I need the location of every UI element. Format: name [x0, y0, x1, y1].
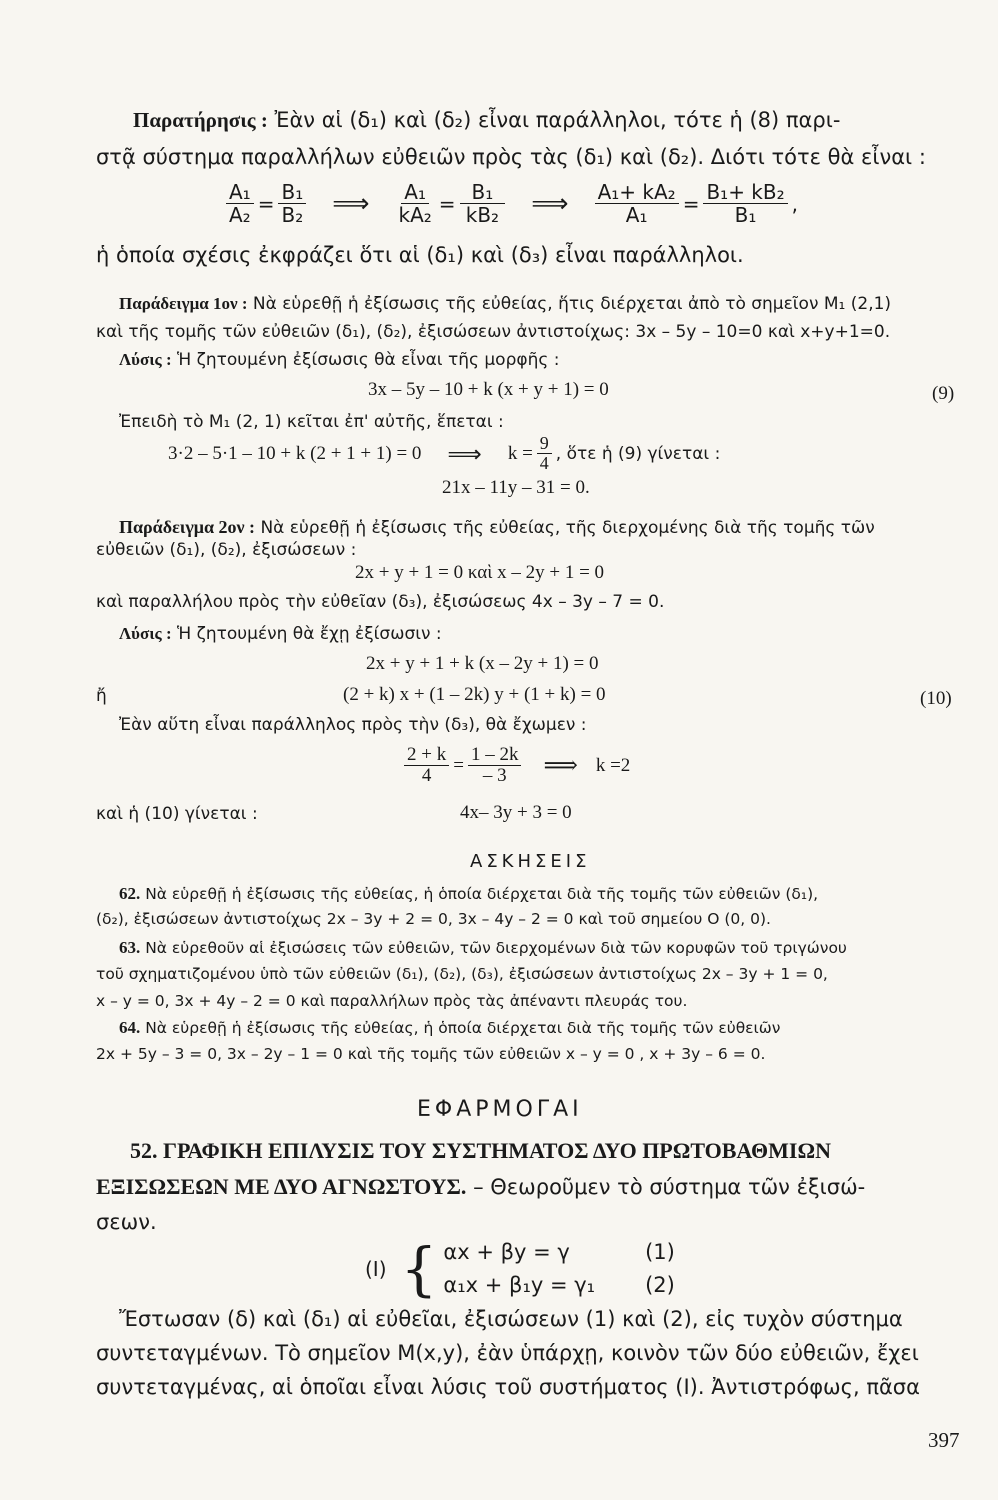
exercise-63-line-1: [119, 938, 847, 958]
solution-text: Ἡ ζητουμένη θὰ ἔχῃ ἐξίσωσιν :: [177, 624, 442, 644]
exercise-number: 63.: [119, 938, 141, 957]
exercise-text: Νὰ εὑρεθῇ ἡ ἐξίσωσις τῆς εὐθείας, ἡ ὁποία διέρχεται διὰ τῆς τομῆς τῶν εὐθειῶν: [145, 1019, 781, 1037]
formula-tail: ,: [791, 192, 798, 216]
paragraph-line-2: συντεταγμένων. Τὸ σημεῖον M(x,y), ἐὰν ὑπάρχῃ, κοινὸν τῶν δύο εὐθειῶν, ἔχει: [96, 1341, 919, 1365]
solution-label: Λύσις :: [119, 350, 172, 369]
example2-text-1: Νὰ εὑρεθῇ ἡ ἐξίσωσις τῆς εὐθείας, τῆς διερχομένης διὰ τῆς τομῆς τῶν: [260, 518, 875, 538]
equation-system: [365, 1236, 675, 1301]
exercise-64-line-1: [119, 1018, 780, 1038]
example2-equation-a: 2x + y + 1 + k (x – 2y + 1) = 0: [366, 653, 599, 674]
paragraph-line-3: συντεταγμένας, αἱ ὁποῖαι εἶναι λύσις τοῦ συστήματος (I). Ἀντιστρόφως, πᾶσα: [96, 1375, 920, 1399]
frac-numerator: A₁+ kA₂: [595, 182, 679, 204]
equals-sign: =: [453, 754, 464, 776]
example1-since: Ἐπειδὴ τὸ M₁ (2, 1) κεῖται ἐπ' αὐτῆς, ἕπεται :: [119, 412, 504, 432]
exercise-number: 64.: [119, 1018, 141, 1037]
or-word: ἤ: [96, 686, 107, 706]
example2-line-1: [119, 517, 875, 538]
exercise-62-line-2: (δ₂), ἐξισώσεων ἀντιστοίχως 2x – 3y + 2 = 0, 3x – 4y – 2 = 0 καὶ τοῦ σημείου Ο (0, 0).: [96, 910, 771, 928]
example1-text-1: Νὰ εὑρεθῇ ἡ ἐξίσωσις τῆς εὐθείας, ἥτις διέρχεται ἀπὸ τὸ σημεῖον M₁ (2,1): [252, 294, 892, 314]
frac-denominator: B₂: [281, 203, 304, 227]
implies-arrow: ⟹: [543, 753, 578, 780]
section-title-rest: – Θεωροῦμεν τὸ σύστημα τῶν ἐξισώ-: [466, 1175, 866, 1199]
frac-denominator: kA₂: [398, 203, 432, 227]
example1-calc-line: [168, 434, 720, 474]
example2-final: 4x– 3y + 3 = 0: [460, 802, 572, 823]
exercise-62-line-1: [119, 884, 818, 904]
frac-numerator: B₁: [460, 182, 506, 204]
system-equation-2: α₁x + β₁y = γ₁: [443, 1272, 596, 1297]
example1-label: Παράδειγμα 1ον :: [119, 294, 248, 313]
example2-solution: [119, 624, 442, 644]
exercise-63-line-3: x – y = 0, 3x + 4y – 2 = 0 καὶ παραλλήλων πρὸς τὰς ἀπέναντι πλευράς του.: [96, 992, 688, 1010]
paragraph-line-1: Ἔστωσαν (δ) καὶ (δ₁) αἱ εὐθεῖαι, ἐξισώσεων (1) καὶ (2), εἰς τυχὸν σύστημα: [119, 1307, 903, 1331]
solution-label: Λύσις :: [119, 624, 172, 643]
remark-line-1: [133, 108, 840, 133]
system-label: (I): [365, 1256, 387, 1281]
system-tag-2: (2): [645, 1272, 675, 1297]
implies-arrow: ⟹: [332, 189, 370, 219]
example2-ratio: [400, 744, 630, 787]
section-title-line-3: σεων.: [96, 1210, 157, 1234]
equation-10-tag: (10): [920, 688, 952, 709]
example1-line-2: καὶ τῆς τομῆς τῶν εὐθειῶν (δ₁), (δ₂), ἐξισώσεων ἀντιστοίχως: 3x – 5y – 10=0 καὶ x+y+1=0.: [96, 322, 891, 342]
equals-sign: =: [682, 192, 700, 216]
frac-denominator: A₂: [229, 203, 251, 227]
example2-equations: 2x + y + 1 = 0 καὶ x – 2y + 1 = 0: [355, 562, 605, 583]
exercise-text: Νὰ εὑρεθοῦν αἱ ἐξισώσεις τῶν εὐθειῶν, τῶν διερχομένων διὰ τῶν κορυφῶν τοῦ τριγώνου: [145, 939, 847, 957]
system-tag-1: (1): [645, 1240, 675, 1264]
exercises-heading: ΑΣΚΗΣΕΙΣ: [470, 851, 591, 872]
section-title-line-1: 52. ΓΡΑΦΙΚΗ ΕΠΙΛΥΣΙΣ ΤΟΥ ΣΥΣΤΗΜΑΤΟΣ ΔΥΟ ΠΡΩΤΟΒΑΘΜΙΩΝ: [130, 1138, 831, 1163]
exercise-number: 62.: [119, 884, 141, 903]
frac-numerator: 1 – 2k: [468, 745, 522, 766]
exercise-63-line-2: τοῦ σχηματιζομένου ὑπὸ τῶν εὐθειῶν (δ₁), (δ₂), (δ₃), ἐξισώσεων ἀντιστοίχως 2x – 3y + 1 = 0,: [96, 965, 828, 983]
remark-formula: [222, 180, 798, 226]
frac-numerator: A₁: [226, 182, 254, 204]
equation-9: 3x – 5y – 10 + k (x + y + 1) = 0: [368, 379, 609, 400]
exercise-64-line-2: 2x + 5y – 3 = 0, 3x – 2y – 1 = 0 καὶ τῆς τομῆς τῶν εὐθειῶν x – y = 0 , x + 3y – 6 = 0.: [96, 1045, 766, 1063]
frac-denominator: B₁: [734, 203, 757, 227]
example1-line-1: [119, 294, 891, 314]
remark-text-1: Ἐὰν αἱ (δ₁) καὶ (δ₂) εἶναι παράλληλοι, τότε ἡ (8) παρι-: [274, 108, 841, 132]
frac-denominator: kB₂: [465, 203, 500, 227]
equals-sign: =: [257, 192, 275, 216]
frac-denominator: – 3: [482, 764, 507, 786]
example2-line-3: καὶ παραλλήλου πρὸς τὴν εὐθεῖαν (δ₃), ἐξισώσεως 4x – 3y – 7 = 0.: [96, 592, 665, 612]
example2-line-2: εὐθειῶν (δ₁), (δ₂), ἐξισώσεων :: [96, 540, 357, 560]
remark-label: Παρατήρησις :: [133, 108, 268, 132]
page-number: 397: [928, 1428, 960, 1452]
frac-numerator: B₁+ kB₂: [703, 182, 787, 204]
frac-denominator: 4: [539, 452, 549, 473]
implies-arrow: ⟹: [447, 439, 482, 468]
exercise-text: Νὰ εὑρεθῇ ἡ ἐξίσωσις τῆς εὐθείας, ἡ ὁποία διέρχεται διὰ τῆς τομῆς τῶν εὐθειῶν (δ₁),: [145, 885, 819, 903]
example1-solution: [119, 350, 559, 370]
frac-numerator: B₁: [278, 182, 306, 204]
frac-numerator: A₁: [401, 182, 429, 204]
k-tail: , ὅτε ἡ (9) γίνεται :: [555, 443, 721, 464]
example2-parallel-text: Ἐὰν αὕτη εἶναι παράλληλος πρὸς τὴν (δ₃), θὰ ἔχωμεν :: [119, 715, 587, 735]
example2-label: Παράδειγμα 2ον :: [119, 517, 256, 537]
ratio-result: k =2: [595, 754, 631, 776]
remark-line-4: ἡ ὁποία σχέσις ἐκφράζει ὅτι αἱ (δ₁) καὶ (δ₃) εἶναι παράλληλοι.: [96, 243, 744, 267]
equation-10: (2 + k) x + (1 – 2k) y + (1 + k) = 0: [343, 684, 606, 705]
frac-numerator: 9: [537, 434, 552, 454]
solution-text: Ἡ ζητουμένη ἐξίσωσις θὰ εἶναι τῆς μορφῆς :: [177, 350, 560, 370]
frac-denominator: A₁: [625, 203, 648, 227]
section-title-line-2: [96, 1174, 865, 1200]
equals-sign: =: [438, 192, 456, 216]
equation-9-tag: (9): [932, 383, 955, 404]
applications-heading: ΕΦΑΡΜΟΓΑΙ: [417, 1097, 583, 1122]
example1-result: 21x – 11y – 31 = 0.: [442, 477, 590, 498]
frac-numerator: 2 + k: [404, 745, 449, 766]
example2-becomes: καὶ ἡ (10) γίνεται :: [96, 804, 258, 824]
left-brace: {: [400, 1234, 438, 1303]
implies-arrow: ⟹: [531, 189, 569, 219]
section-title-bold: ΕΞΙΣΩΣΕΩΝ ΜΕ ΔΥΟ ΑΓΝΩΣΤΟΥΣ.: [96, 1174, 467, 1199]
frac-denominator: 4: [421, 764, 432, 786]
system-equation-1: αx + βy = γ: [443, 1240, 570, 1264]
remark-line-2: στᾷ σύστημα παραλλήλων εὐθειῶν πρὸς τὰς (δ₁) καὶ (δ₂). Διότι τότε θὰ εἶναι :: [96, 145, 926, 169]
k-equals: k =: [507, 442, 533, 464]
calc-expression: 3·2 – 5·1 – 10 + k (2 + 1 + 1) = 0: [168, 442, 422, 464]
